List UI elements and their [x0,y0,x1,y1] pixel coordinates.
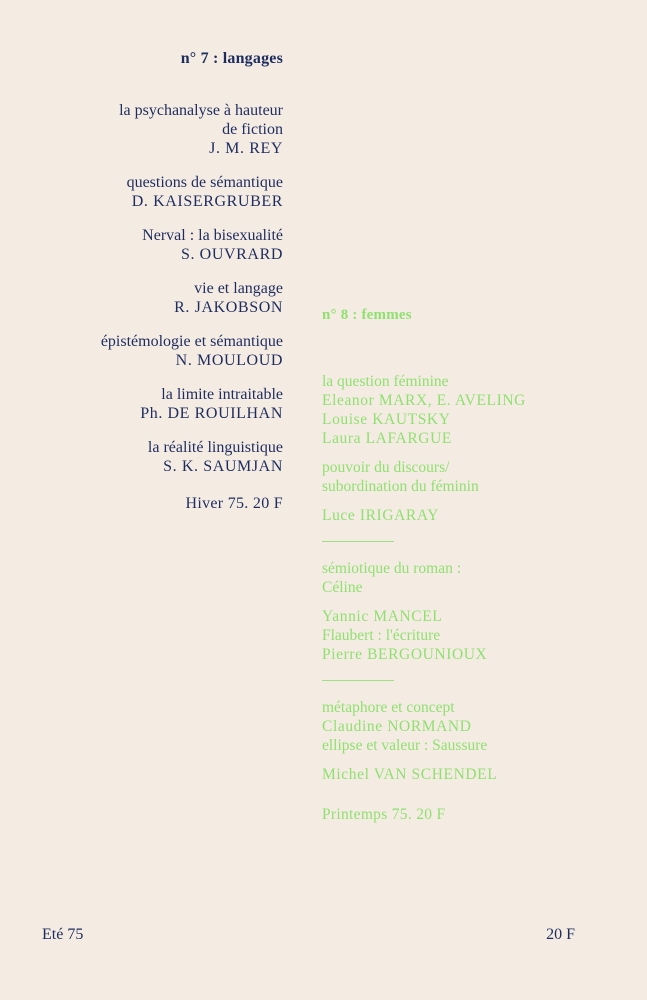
entry-author: Eleanor MARX, E. AVELING [322,392,526,409]
entry-topic: métaphore et concept [322,699,455,716]
entry-topic: de fiction [222,121,283,138]
contents-entry [40,279,283,318]
issue-7-title: n° 7 : langages [180,50,283,67]
entry-author: Yannic MANCEL [322,608,443,625]
entry-topic: épistémologie et sémantique [100,333,283,350]
entry-topic: Céline [322,579,363,596]
contents-entry [40,332,283,371]
issue-7-contents [40,50,283,513]
entry-topic: la limite intraitable [161,386,283,403]
section-divider [322,541,394,542]
entry-author: Louise KAUTSKY [322,411,451,428]
entry-author: Laura LAFARGUE [322,430,452,447]
issue-8-price: Printemps 75. 20 F [322,806,446,823]
entry-topic: la réalité linguistique [147,439,283,456]
entry-author: S. K. SAUMJAN [163,458,283,475]
entry-topic: Flaubert : l'écriture [322,627,441,644]
entry-topic: sémiotique du roman : [322,560,462,577]
contents-block [322,559,622,664]
entry-topic: Nerval : la bisexualité [142,227,283,244]
contents-entry [40,385,283,424]
entry-topic: subordination du féminin [322,478,479,495]
issue-7-price: Hiver 75. 20 F [185,495,283,512]
contents-entry [40,173,283,212]
entry-author: N. MOULOUD [175,352,283,369]
entry-author: Pierre BERGOUNIOUX [322,646,488,663]
entry-author: Michel VAN SCHENDEL [322,766,498,783]
footer-season: Eté 75 [42,926,84,943]
entry-topic: ellipse et valeur : Saussure [322,737,488,754]
entry-author: J. M. REY [209,140,283,157]
entry-topic: questions de sémantique [126,174,283,191]
contents-entry [40,226,283,265]
issue-8-title: n° 8 : femmes [322,307,412,323]
contents-block [322,372,622,525]
issue-8-contents [322,307,622,824]
contents-entry [40,101,283,159]
footer-price: 20 F [546,926,575,943]
section-divider [322,680,394,681]
contents-entry [40,438,283,477]
entry-author: D. KAISERGRUBER [131,193,283,210]
entry-author: R. JAKOBSON [174,299,283,316]
entry-topic: la psychanalyse à hauteur [119,102,283,119]
entry-author: Luce IRIGARAY [322,507,440,524]
entry-author: S. OUVRARD [180,246,283,263]
entry-author: Claudine NORMAND [322,718,472,735]
entry-author: Ph. DE ROUILHAN [140,405,283,422]
entry-topic: vie et langage [194,280,283,297]
contents-block [322,698,622,784]
entry-topic: la question féminine [322,373,449,390]
entry-topic: pouvoir du discours/ [322,459,450,476]
